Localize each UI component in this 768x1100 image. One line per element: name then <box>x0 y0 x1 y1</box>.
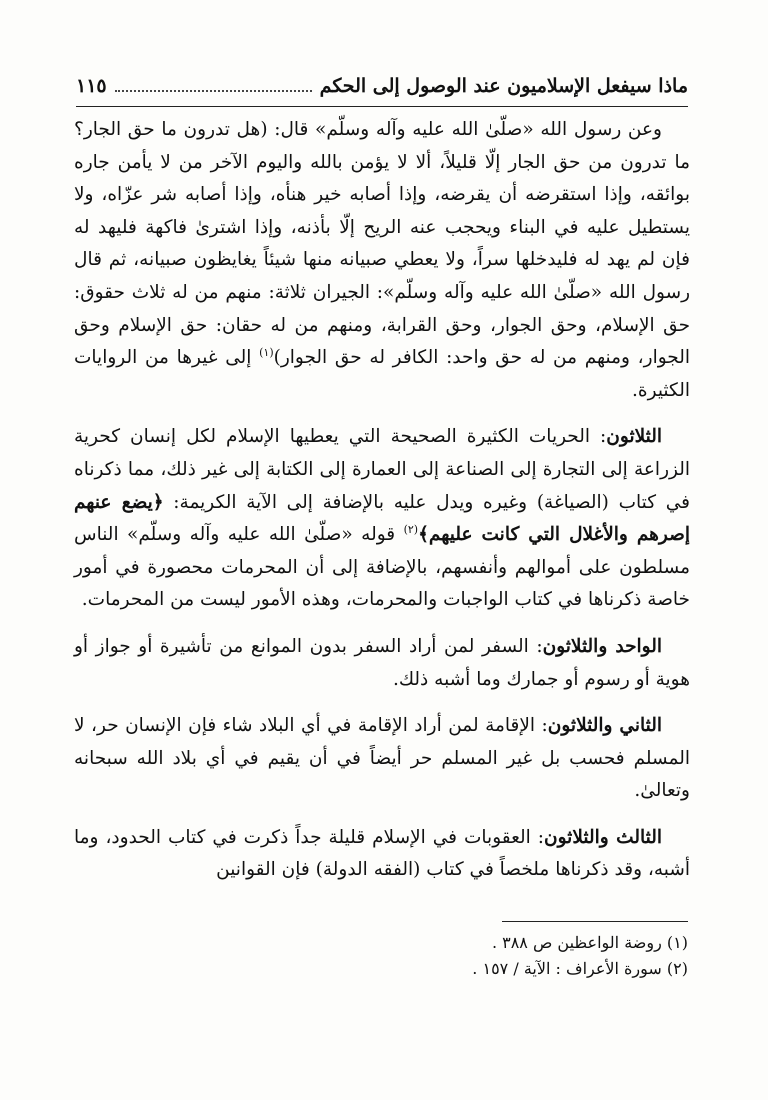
paragraph <box>74 822 690 887</box>
paragraph <box>74 710 690 808</box>
text-run: إلى غيرها من الروايات الكثيرة. <box>74 347 690 401</box>
page-number: ١١٥ <box>76 75 107 97</box>
bold-run: الواحد والثلاثون <box>542 635 663 657</box>
dotted-leader <box>115 88 312 92</box>
footnote-separator <box>502 921 688 922</box>
footnote-ref: (٢) <box>403 522 419 536</box>
paragraph <box>74 114 690 407</box>
text-run: : السفر لمن أراد السفر بدون الموانع من تأشيرة أو جواز أو هوية أو رسوم أو جمارك وما أشبه ذلك. <box>74 635 690 690</box>
text-run: وعن رسول الله «صلّىٰ الله عليه وآله وسلّم» قال: (هل تدرون ما حق الجار؟ ما تدرون من حق الجار إلّا قليلاً، ألا لا يؤمن بالله واليوم الآخر من لا يأمن جاره بوائقه، وإذا استقرضه أن يقرضه، وإذا أصابه خير هنأه، وإذا أصابه شر عزّاه، ولا يستطيل عليه في البناء ويحجب عنه الريح إلّا بأذنه، وإذا اشترىٰ فاكهة فليهد له فإن لم يهد له فليدخلها سراً، ولا يعطي صبيانه منها شيئاً يغايظون صبيانه، ثم قال رسول الله «صلّىٰ الله عليه وآله وسلّم»: الجيران ثلاثة: منهم من له ثلاث حقوق: حق الإسلام، وحق الجوار، وحق القرابة، ومنهم من له حقان: حق الإسلام وحق الجوار، ومنهم من له حق واحد: الكافر له حق الجوار) <box>74 119 690 369</box>
bold-run: ﴿يضع عنهم إصرهم والأغلال التي كانت عليهم﴾ <box>74 491 690 546</box>
text-run: : العقوبات في الإسلام قليلة جداً ذكرت في كتاب الحدود، وما أشبه، وقد ذكرناها ملخصاً في كتاب (الفقه الدولة) فإن القوانين <box>74 826 690 881</box>
footnote-2: (٢) سورة الأعراف : الآية / ١٥٧ . <box>472 959 688 978</box>
paragraph <box>74 631 690 696</box>
paragraph <box>74 421 690 617</box>
bold-run: الثلاثون <box>606 426 662 448</box>
footnotes <box>76 930 688 982</box>
text-run: : الإقامة لمن أراد الإقامة في أي البلاد شاء فإن الإنسان حر، لا المسلم فحسب بل غير المسلم حر أيضاً في أن يقيم في أي بلاد الله سبحانه وتعالىٰ. <box>74 715 690 802</box>
bold-run: الثالث والثلاثون <box>544 826 662 848</box>
text-run: : الحريات الكثيرة الصحيحة التي يعطيها الإسلام لكل إنسان كحرية الزراعة إلى التجارة إلى الصناعة إلى العمارة إلى الكتابة إلى غير ذلك، مما ذكرناه في كتاب (الصياغة) وغيره ويدل عليه بالإضافة إلى الآية الكريمة: <box>74 426 690 513</box>
bold-run: الثاني والثلاثون <box>547 715 662 737</box>
running-title: ماذا سيفعل الإسلاميون عند الوصول إلى الحكم <box>319 75 688 97</box>
text-run: قوله «صلّىٰ الله عليه وآله وسلّم» الناس مسلطون على أموالهم وأنفسهم، بالإضافة إلى أن المحرمات محصورة في أمور خاصة ذكرناها في كتاب الواجبات والمحرمات، وهذه الأمور ليست من المحرمات. <box>74 524 690 611</box>
footnote-ref: (١) <box>259 346 274 359</box>
page-header <box>76 66 688 107</box>
footnote-1: (١) روضة الواعظين ص ٣٨٨ . <box>491 933 688 952</box>
body-text <box>74 114 690 887</box>
